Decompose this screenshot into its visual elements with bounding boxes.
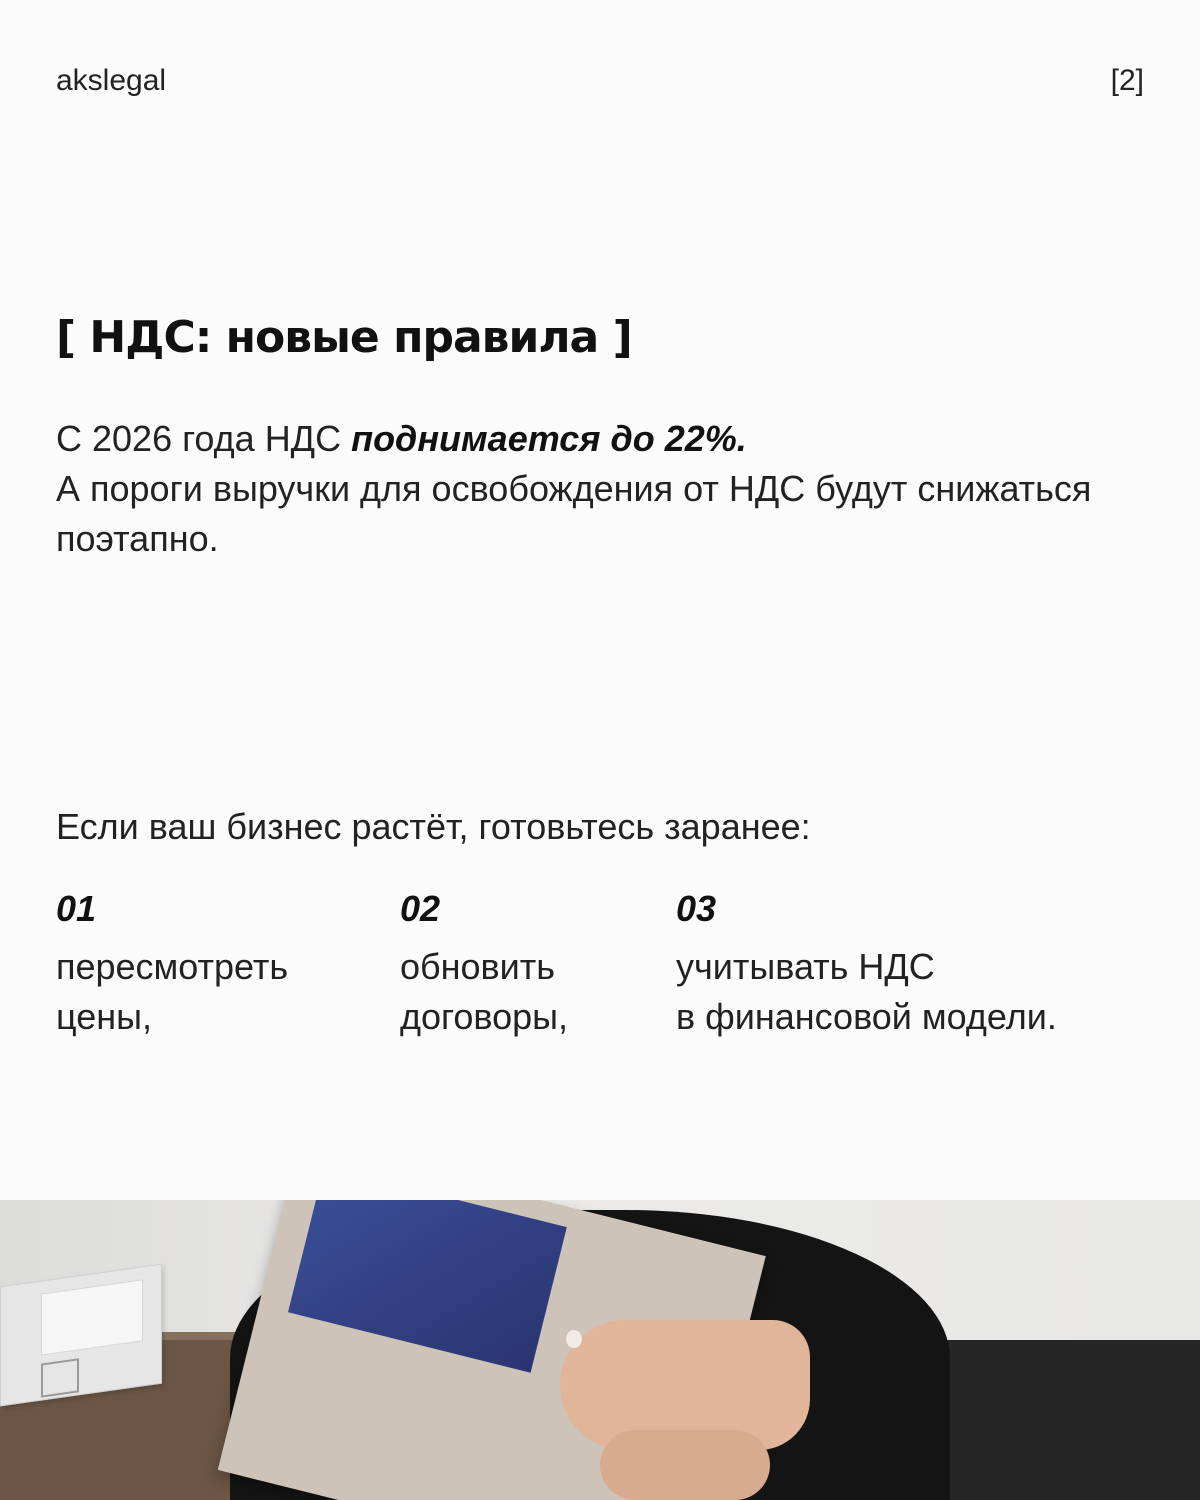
hero-photo <box>0 1200 1200 1500</box>
step-1 <box>56 888 288 1042</box>
step-text-line: обновить <box>400 946 556 987</box>
step-text <box>56 942 288 1042</box>
step-text-line: договоры, <box>400 996 569 1037</box>
intro-rest: А пороги выручки для освобождения от НДС будут снижаться поэтапно. <box>56 468 1092 559</box>
step-text <box>676 942 1057 1042</box>
step-text-line: пересмотреть <box>56 946 289 987</box>
step-text-line: цены, <box>56 996 152 1037</box>
brand-name: akslegal <box>56 64 167 97</box>
step-text-line: в финансовой модели. <box>676 996 1057 1037</box>
wrist <box>600 1430 770 1500</box>
step-number: 03 <box>676 888 717 929</box>
intro-paragraph <box>56 414 1146 564</box>
intro-lead: С 2026 года НДС <box>56 418 352 459</box>
step-number: 02 <box>400 888 441 929</box>
intro-emphasis: поднимается до 22%. <box>351 418 747 459</box>
box-window <box>41 1279 143 1355</box>
page-title: [ НДС: новые правила ] <box>56 312 632 363</box>
fingernail <box>566 1330 582 1348</box>
step-2 <box>400 888 568 1042</box>
step-text-line: учитывать НДС <box>676 946 935 987</box>
box-emblem-icon <box>41 1358 79 1397</box>
gift-box <box>0 1264 162 1407</box>
steps-prompt: Если ваш бизнес растёт, готовьтесь заранее: <box>56 806 811 847</box>
magazine-cover-image <box>288 1200 567 1373</box>
step-number: 01 <box>56 888 97 929</box>
step-3 <box>676 888 1057 1042</box>
page-indicator: [2] <box>1110 64 1144 97</box>
step-text <box>400 942 568 1042</box>
